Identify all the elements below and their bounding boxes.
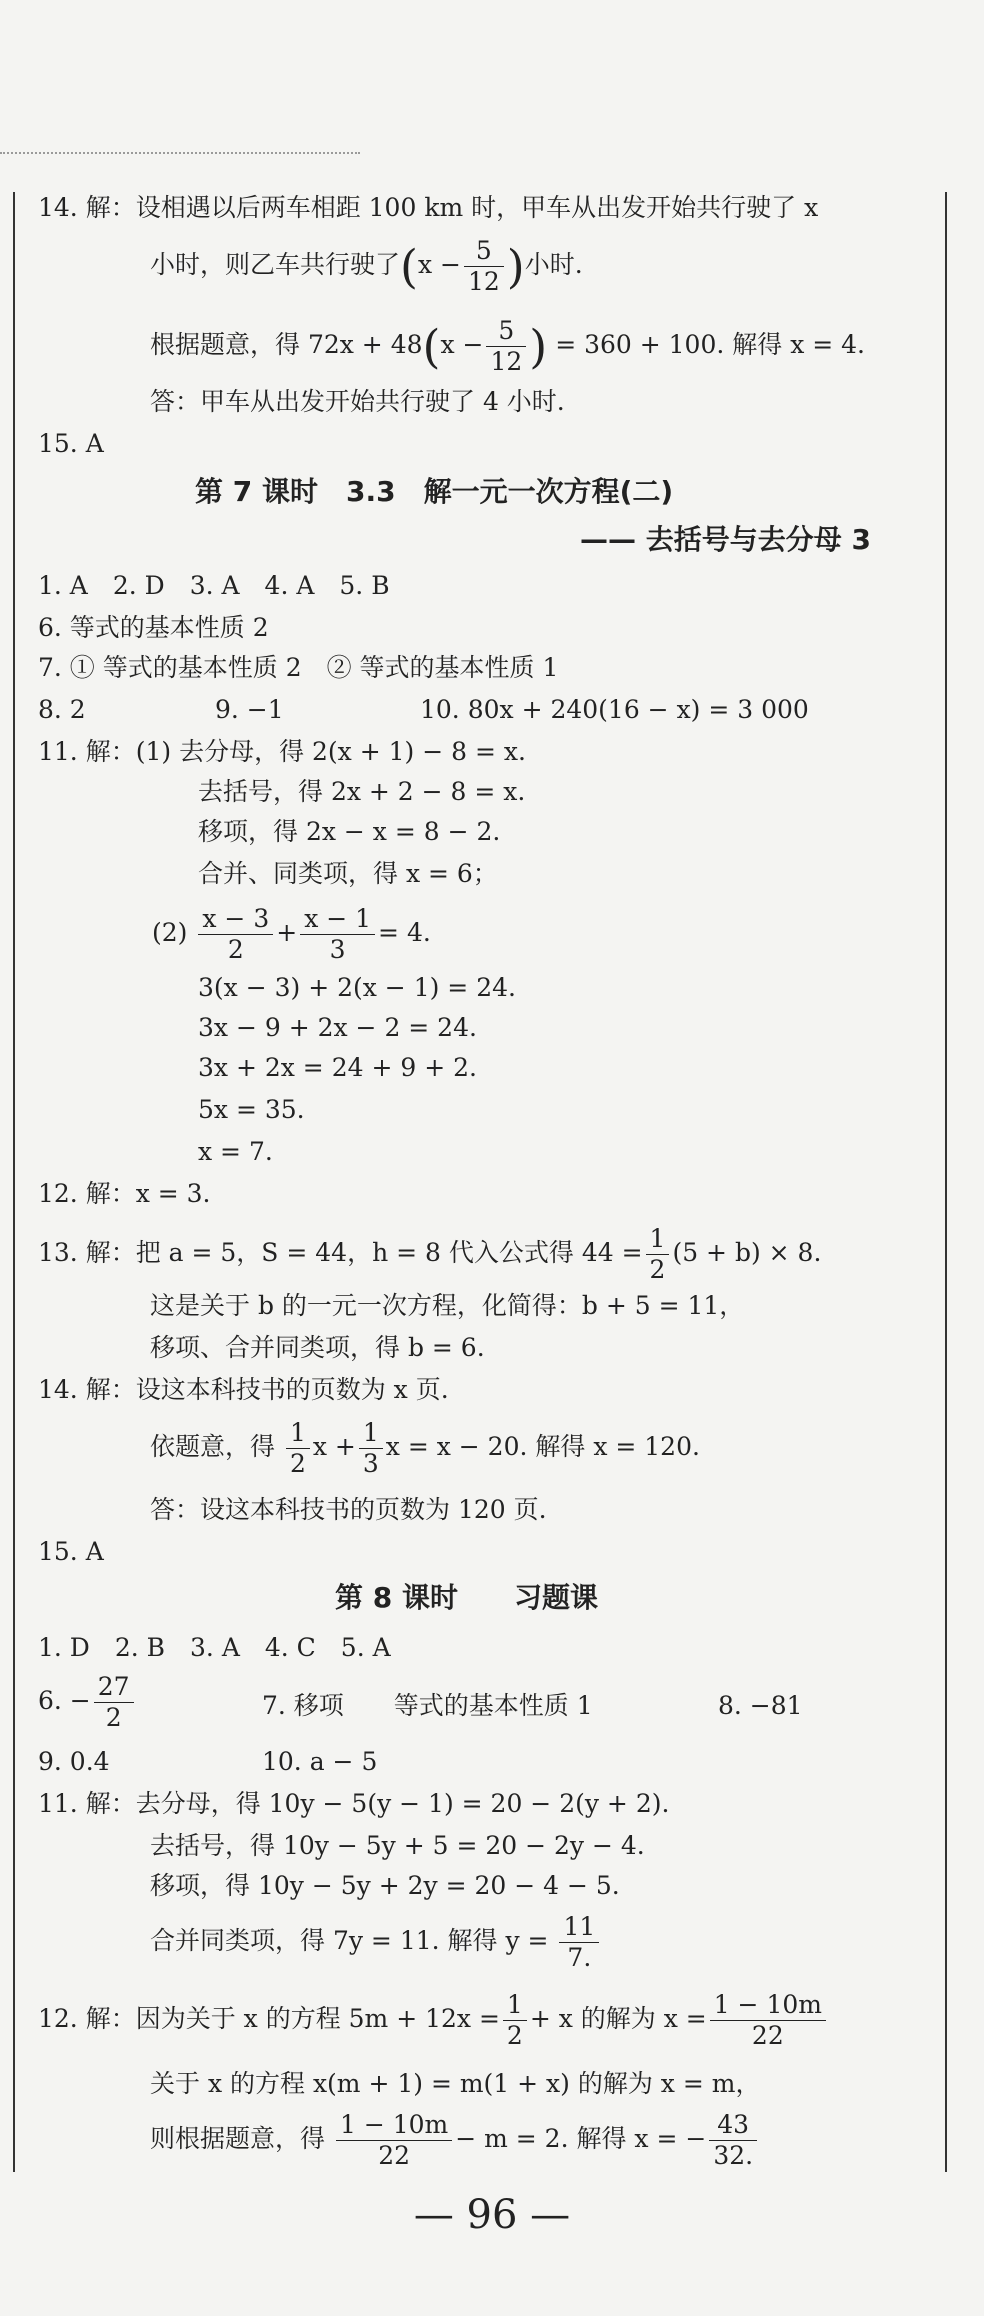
q14-line1: 14. 解：设相遇以后两车相距 100 km 时，甲车从出发开始共行驶了 x (38, 193, 819, 222)
top-dotted-rule (0, 152, 360, 154)
q13-line3: 移项、合并同类项，得 b = 6. (150, 1333, 485, 1362)
q11-step4: 5x = 35. (198, 1095, 305, 1124)
choice-answers-1-5: 1. A 2. D 3. A 4. A 5. B (38, 571, 390, 600)
answer-7: 7. ① 等式的基本性质 2 ② 等式的基本性质 1 (38, 653, 559, 682)
page-number: — 96 — (413, 2192, 571, 2238)
q14-answer: 答：甲车从出发开始共行驶了 4 小时. (150, 387, 565, 416)
q14b-line1: 14. 解：设这本科技书的页数为 x 页. (38, 1375, 449, 1404)
q11-line4: 合并、同类项，得 x = 6； (198, 859, 498, 888)
left-border-line (13, 192, 15, 2172)
q12b-line2: 关于 x 的方程 x(m + 1) = m(1 + x) 的解为 x = m， (150, 2069, 761, 2098)
q11-line1: 11. 解：(1) 去分母，得 2(x + 1) − 8 = x. (38, 737, 526, 766)
q11b-line3: 移项，得 10y − 5y + 2y = 20 − 4 − 5. (150, 1871, 620, 1900)
choice-answers-1-5b: 1. D 2. B 3. A 4. C 5. A (38, 1633, 391, 1662)
q11-part2: (2) $\frac{x - 3}{2}$ + $\frac{x - 1}{3}$ = 4. (152, 904, 431, 964)
fraction-x-3-over-2: $\frac{x - 3}{2}$ (198, 904, 273, 965)
answer-10b: 10. a − 5 (262, 1747, 378, 1776)
q11-step2: 3x − 9 + 2x − 2 = 24. (198, 1013, 477, 1042)
q14-line3: 根据题意，得 72x + 48(x − $\frac{5}{12}$ ) = 360 + 100. 解得 x = 4. (150, 316, 865, 376)
section-heading-lesson7: 第 7 课时 3.3 解一元一次方程(二) (195, 475, 674, 508)
fraction-1-2c: $\frac{1}{2}$ (503, 1990, 527, 2051)
section-heading-lesson8: 第 8 课时 习题课 (335, 1581, 598, 1614)
fraction-x-1-over-3: $\frac{x - 1}{3}$ (300, 904, 375, 965)
q13-line2: 这是关于 b 的一元一次方程，化简得：b + 5 = 11， (150, 1291, 745, 1320)
answer-9: 9. −1 (215, 695, 284, 724)
answer-6b: 6. − $\frac{27}{2}$ (38, 1672, 137, 1733)
q12b-line3: 则根据题意，得 $\frac{1 - 10m}{22}$ − m = 2. 解得 x = − $\frac{43}{32.}$ (150, 2110, 760, 2171)
answer-9b: 9. 0.4 (38, 1747, 110, 1776)
fraction-27-2: $\frac{27}{2}$ (94, 1672, 134, 1733)
q11-step5: x = 7. (198, 1137, 273, 1166)
answer-8: 8. 2 (38, 695, 86, 724)
answer-8b: 8. −81 (718, 1691, 803, 1720)
q11-line2: 去括号，得 2x + 2 − 8 = x. (198, 777, 526, 806)
right-border-line (945, 192, 947, 2172)
q11b-line2: 去括号，得 10y − 5y + 5 = 20 − 2y − 4. (150, 1831, 645, 1860)
fraction-1-10m-over-22b: $\frac{1 - 10m}{22}$ (336, 2110, 452, 2171)
fraction-5-12: $\frac{5}{12}$ (464, 236, 504, 297)
fraction-5-12b: $\frac{5}{12}$ (486, 316, 526, 377)
answer-10: 10. 80x + 240(16 − x) = 3 000 (420, 695, 809, 724)
answer-6: 6. 等式的基本性质 2 (38, 613, 269, 642)
q12: 12. 解：x = 3. (38, 1179, 211, 1208)
q15: 15. A (38, 429, 104, 458)
answer-7b: 7. 移项 等式的基本性质 1 (262, 1691, 593, 1720)
fraction-11-7: $\frac{11}{7.}$ (559, 1912, 599, 1973)
q11-line3: 移项，得 2x − x = 8 − 2. (198, 817, 501, 846)
fraction-43-32: $\frac{43}{32.}$ (709, 2110, 757, 2171)
q11b-line1: 11. 解：去分母，得 10y − 5(y − 1) = 20 − 2(y + 2). (38, 1789, 670, 1818)
q11-step3: 3x + 2x = 24 + 9 + 2. (198, 1053, 477, 1082)
q14-line2: 小时，则乙车共行驶了(x − $\frac{5}{12}$ )小时. (150, 236, 583, 296)
q15b: 15. A (38, 1537, 104, 1566)
q11b-line4: 合并同类项，得 7y = 11. 解得 y = $\frac{11}{7.}$ (150, 1912, 602, 1973)
fraction-1-3: $\frac{1}{3}$ (359, 1418, 383, 1479)
q13-line1: 13. 解：把 a = 5，S = 44，h = 8 代入公式得 44 = $\frac{1}{2}$ (5 + b) × 8. (38, 1224, 822, 1284)
q14b-line2: 依题意，得 $\frac{1}{2}$ x + $\frac{1}{3}$ x = x − 20. 解得 x = 120. (150, 1418, 700, 1478)
q14b-answer: 答：设这本科技书的页数为 120 页. (150, 1495, 547, 1524)
fraction-1-10m-over-22: $\frac{1 - 10m}{22}$ (710, 1990, 826, 2051)
q12b-line1: 12. 解：因为关于 x 的方程 5m + 12x = $\frac{1}{2}$ + x 的解为 x = $\frac{1 - 10m}{22}$ (38, 1990, 829, 2051)
section-subheading-lesson7: —— 去括号与去分母 3 (580, 523, 871, 556)
q11-step1: 3(x − 3) + 2(x − 1) = 24. (198, 973, 516, 1002)
fraction-1-2: $\frac{1}{2}$ (646, 1224, 670, 1285)
fraction-1-2b: $\frac{1}{2}$ (286, 1418, 310, 1479)
